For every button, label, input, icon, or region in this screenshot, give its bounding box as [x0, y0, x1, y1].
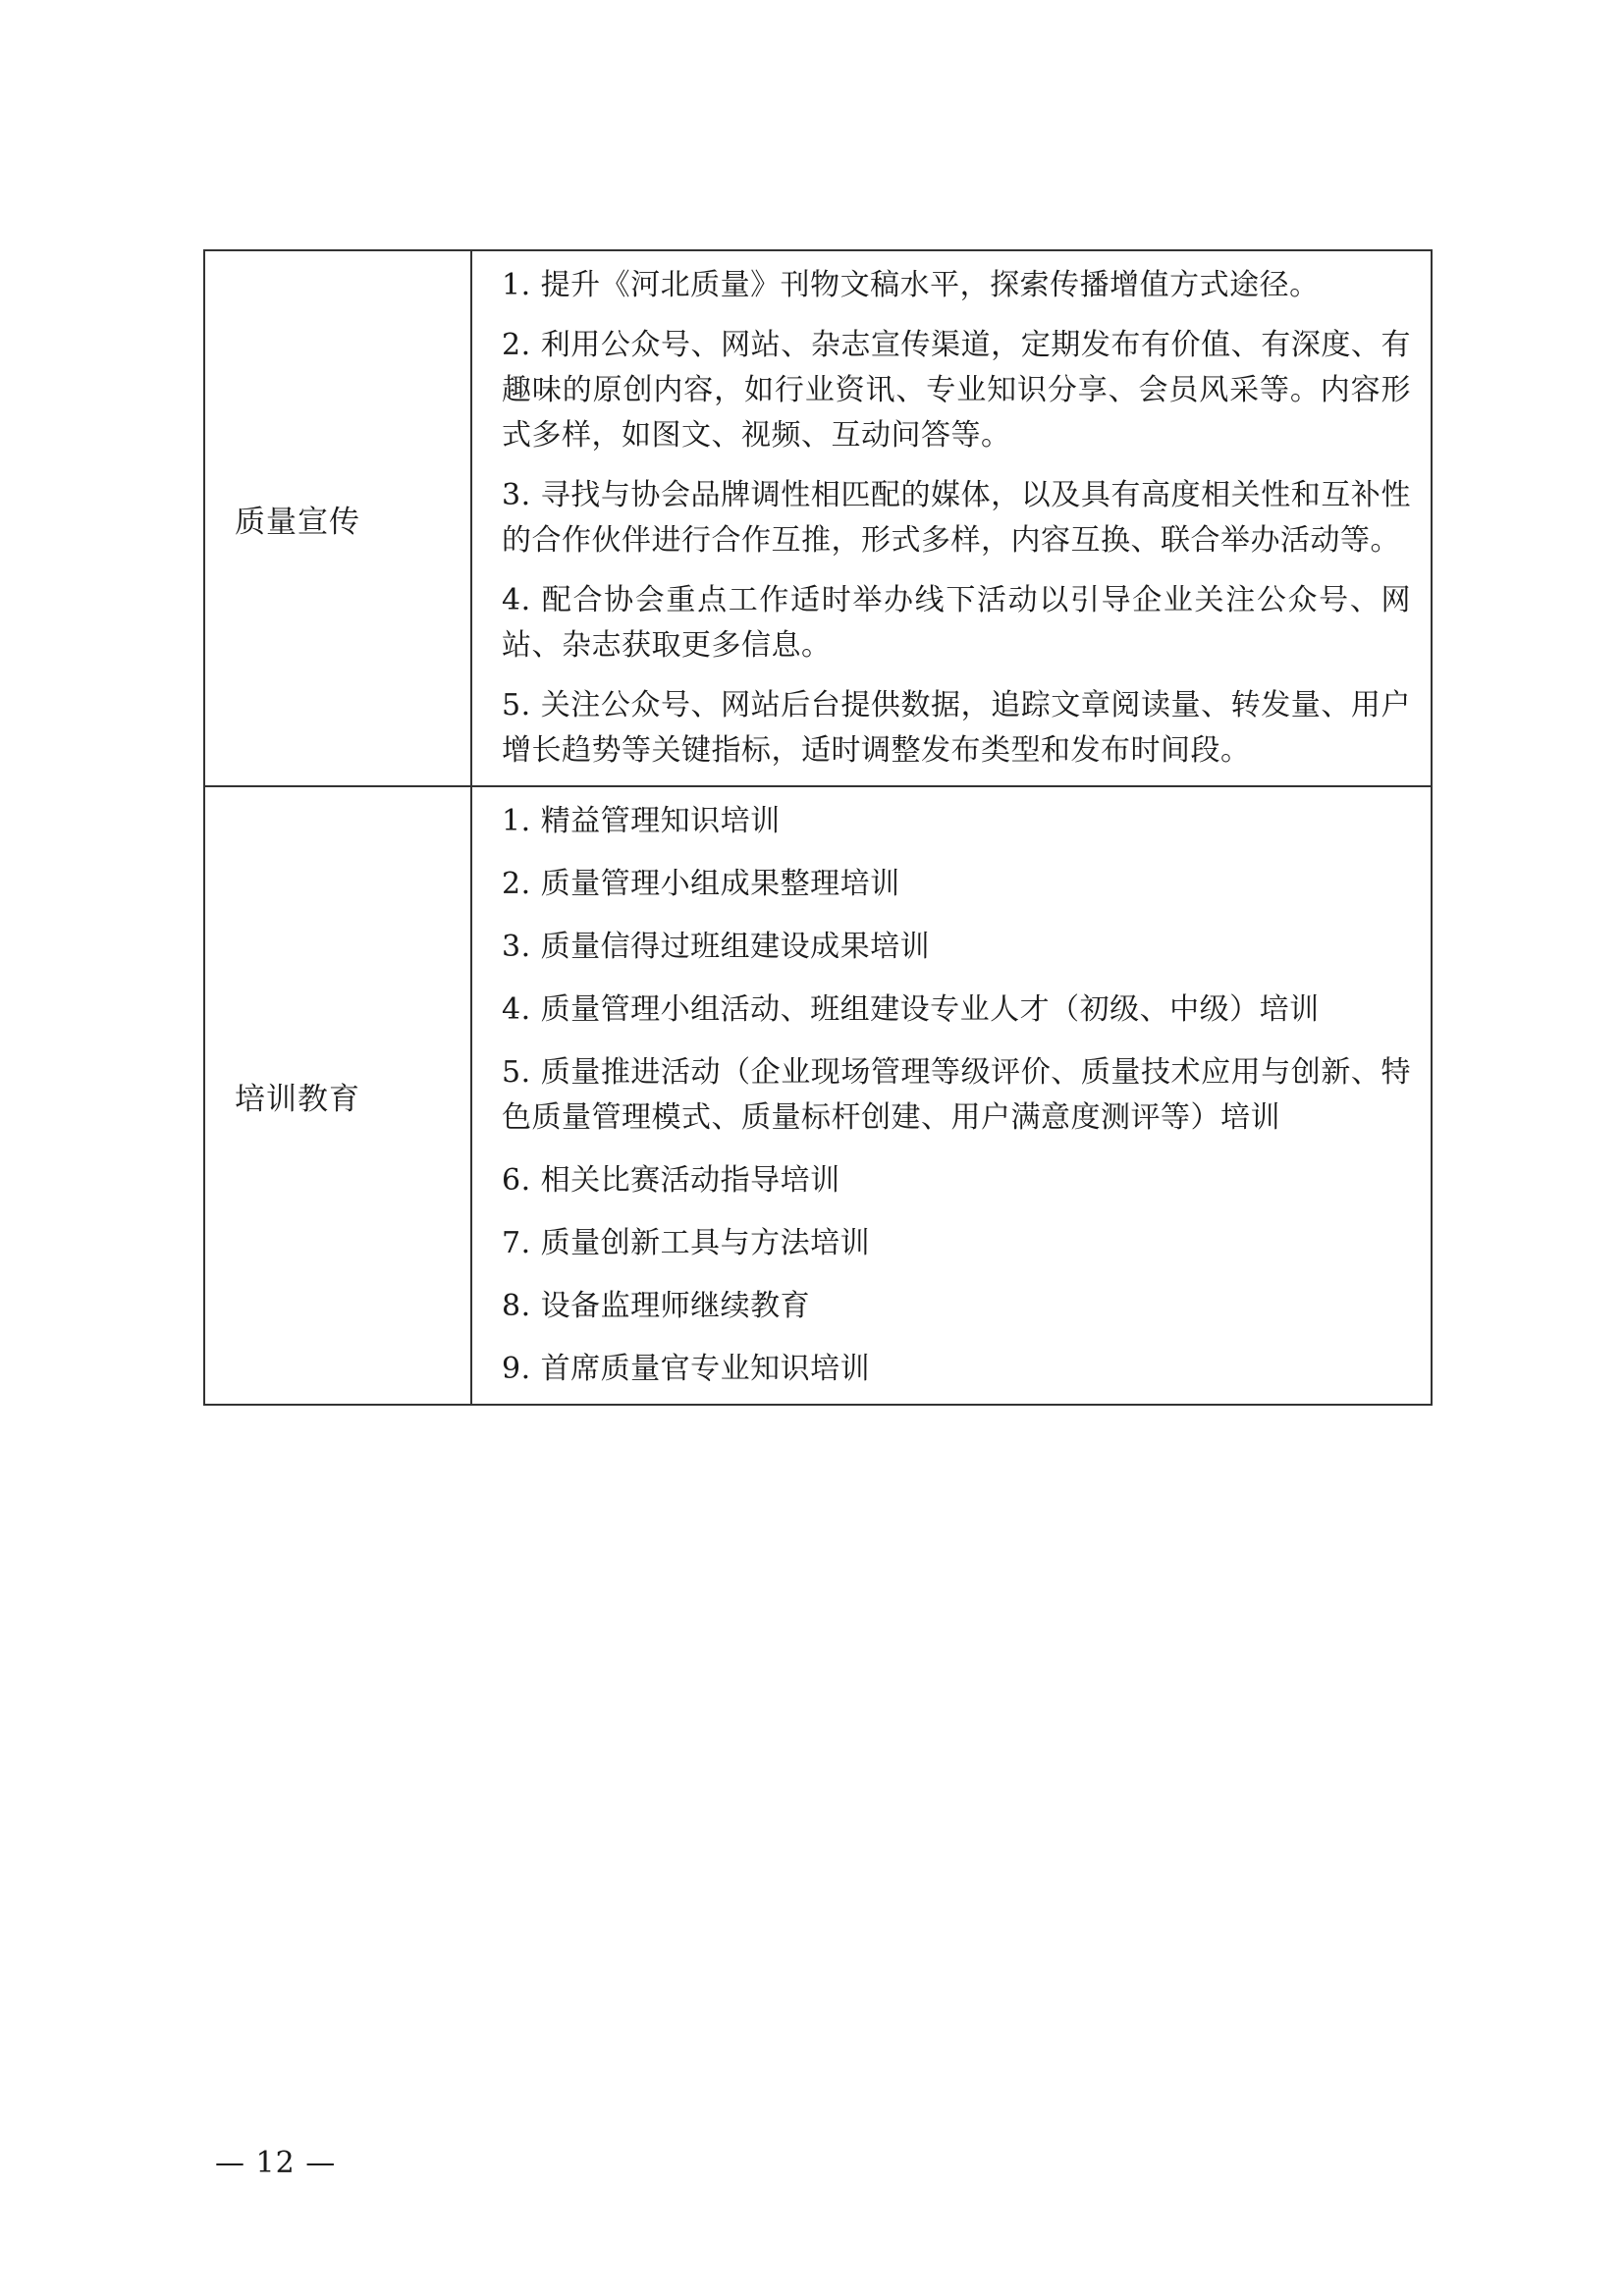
list-item: 5. 关注公众号、网站后台提供数据，追踪文章阅读量、转发量、用户增长趋势等关键指标，适时调整发布类型和发布时间段。: [502, 688, 1411, 768]
list-item: 2. 质量管理小组成果整理培训: [502, 867, 900, 901]
list-item: 1. 提升《河北质量》刊物文稿水平，探索传播增值方式途径。: [502, 268, 1320, 302]
list-item: 7. 质量创新工具与方法培训: [502, 1226, 871, 1260]
list-item: 2. 利用公众号、网站、杂志宣传渠道，定期发布有价值、有深度、有趣味的原创内容，如行业资讯、专业知识分享、会员风采等。内容形式多样，如图文、视频、互动问答等。: [502, 328, 1411, 453]
page-number: — 12 —: [215, 2146, 337, 2180]
list-item: 3. 质量信得过班组建设成果培训: [502, 930, 931, 964]
category-cell: 质量宣传: [204, 250, 471, 786]
list-item: 1. 精益管理知识培训: [502, 804, 781, 838]
list-item: 8. 设备监理师继续教育: [502, 1289, 811, 1323]
list-item: 3. 寻找与协会品牌调性相匹配的媒体，以及具有高度相关性和互补性的合作伙伴进行合作互推，形式多样，内容互换、联合举办活动等。: [502, 478, 1411, 558]
list-item: 6. 相关比赛活动指导培训: [502, 1163, 840, 1198]
table-row-training-education: [204, 786, 1432, 1405]
list-item: 4. 质量管理小组活动、班组建设专业人才（初级、中级）培训: [502, 992, 1320, 1027]
category-cell: 培训教育: [204, 786, 471, 1405]
list-item: 9. 首席质量官专业知识培训: [502, 1352, 871, 1386]
table-row-quality-publicity: [204, 250, 1432, 786]
list-item: 4. 配合协会重点工作适时举办线下活动以引导企业关注公众号、网站、杂志获取更多信息。: [502, 583, 1411, 663]
work-plan-table: [203, 249, 1433, 1406]
list-item: 5. 质量推进活动（企业现场管理等级评价、质量技术应用与创新、特色质量管理模式、质量标杆创建、用户满意度测评等）培训: [502, 1055, 1411, 1135]
items-cell: [471, 250, 1432, 786]
items-cell: [471, 786, 1432, 1405]
